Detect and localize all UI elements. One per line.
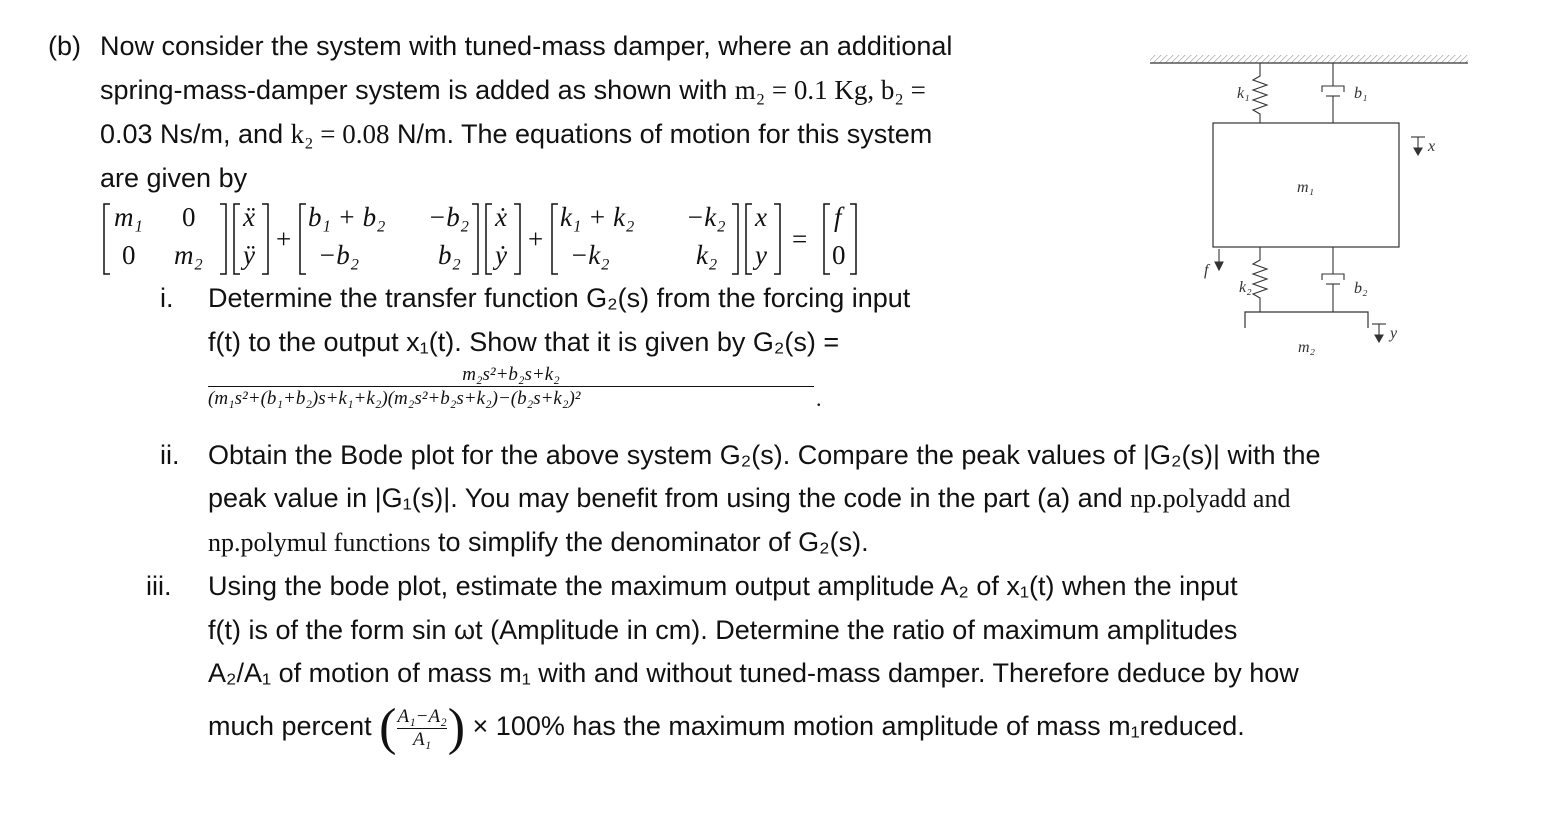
B-11: b₁ + b₂ — [308, 202, 386, 232]
intro-line-3-text-a: 0.03 Ns/m, and — [100, 119, 291, 149]
item-iii-number: iii. — [146, 571, 172, 601]
acc-x: ẍ — [243, 202, 255, 232]
item-i-line-1: Determine the transfer function G₂(s) from the forcing input — [208, 283, 911, 313]
percent-frac-den: A₁ — [412, 728, 432, 750]
item-ii-line-3 — [208, 520, 869, 565]
tf-period: . — [816, 386, 822, 411]
intro-line-3-text-b: N/m. The equations of motion for this system — [389, 119, 933, 149]
tf-numerator: m₂s²+b₂s+k₂ — [462, 364, 560, 385]
item-i-number: i. — [160, 283, 174, 313]
item-ii-line-2-text: peak value in |G₁(s)|. You may benefit from using the code in the part (a) and — [208, 483, 1131, 513]
percent-frac-num: A₁−A₂ — [397, 705, 447, 727]
intro-line-3 — [100, 112, 932, 156]
bracket-left — [824, 204, 830, 274]
part-label: (b) — [48, 31, 81, 61]
pos-y: y — [755, 240, 767, 270]
mass-m2-plate — [1245, 312, 1368, 328]
intro-line-2 — [100, 68, 926, 112]
intro-line-4: are given by — [100, 163, 248, 193]
K-11: k₁ + k₂ — [560, 202, 635, 232]
bracket-left — [552, 204, 558, 274]
force-0: 0 — [832, 240, 846, 270]
label-x: x — [1428, 138, 1436, 155]
item-ii-line-3-text: to simplify the denominator of G₂(s). — [430, 527, 869, 557]
B-22: b₂ — [438, 240, 461, 270]
code-polyadd: np.polyadd and — [1130, 484, 1291, 513]
k2-equation: k₂ = 0.08 — [290, 119, 390, 149]
label-b1: b₁ — [1354, 85, 1368, 102]
force-arrow — [1215, 249, 1223, 270]
K-22: k₂ — [696, 240, 718, 270]
item-iii-line-4 — [208, 699, 1245, 756]
item-iii-line-4-text-a: much percent — [208, 711, 372, 742]
item-iii-line-2: f(t) is of the form sin ωt (Amplitude in cm). Determine the ratio of maximum amplitudes — [208, 615, 1238, 645]
bracket-right — [774, 204, 780, 274]
bracket-right — [732, 204, 738, 274]
spring-k2 — [1253, 247, 1267, 312]
acc-y: ÿ — [243, 240, 255, 270]
bracket-right — [850, 204, 856, 274]
item-iii-line-3: A₂/A₁ of motion of mass m₁ with and without tuned-mass damper. Therefore deduce by how — [208, 658, 1299, 688]
B-21: −b₂ — [318, 240, 360, 270]
bracket-left — [300, 204, 306, 274]
paren-right: ) — [447, 699, 466, 756]
bracket-left — [746, 204, 752, 274]
bracket-left — [234, 204, 240, 274]
bracket-right — [262, 204, 268, 274]
label-y: y — [1390, 325, 1398, 342]
transfer-function-fraction — [208, 364, 814, 411]
x-arrow — [1411, 137, 1425, 155]
plus-sign: + — [528, 224, 544, 254]
M-12: 0 — [182, 202, 196, 232]
vel-x: ẋ — [495, 202, 507, 232]
tuned-mass-damper-diagram — [1140, 40, 1480, 370]
code-polymul: np.polymul functions — [208, 528, 431, 557]
B-12: −b₂ — [428, 202, 470, 232]
equals-sign: = — [792, 224, 808, 254]
bracket-left — [486, 204, 492, 274]
bracket-left — [104, 204, 110, 274]
pos-x: x — [755, 202, 767, 232]
label-k1: k₁ — [1237, 85, 1250, 102]
plus-sign: + — [276, 224, 292, 254]
m2-equation: m₂ = 0.1 Kg, b₂ = — [734, 75, 926, 105]
label-k2: k₂ — [1239, 279, 1252, 296]
matrix-equation — [100, 198, 1060, 280]
y-arrow — [1372, 324, 1386, 342]
item-ii-line-2 — [208, 476, 1290, 521]
item-iii-line-1: Using the bode plot, estimate the maximum output amplitude A₂ of x₁(t) when the input — [208, 571, 1238, 601]
M-21: 0 — [122, 240, 136, 270]
label-b2: b₂ — [1354, 280, 1368, 297]
damper-b2 — [1322, 247, 1344, 312]
damper-b1 — [1322, 63, 1344, 123]
K-12: −k₂ — [686, 202, 726, 232]
intro-line-2-text: spring-mass-damper system is added as shown with — [100, 75, 735, 105]
item-ii-number: ii. — [160, 440, 180, 470]
ceiling-hatch — [1150, 55, 1468, 63]
percent-fraction — [397, 706, 446, 751]
bracket-right — [514, 204, 520, 274]
K-21: −k₂ — [570, 240, 610, 270]
force-f: f — [834, 202, 842, 232]
bracket-right — [220, 204, 226, 274]
M-11: m₁ — [114, 202, 143, 232]
paren-left: ( — [379, 699, 397, 756]
item-iii-line-4-text-b: × 100% has the maximum motion amplitude of mass m₁reduced. — [472, 711, 1245, 742]
spring-k1 — [1253, 63, 1267, 123]
item-ii-line-1: Obtain the Bode plot for the above system G₂(s). Compare the peak values of |G₂(s)| with the — [208, 440, 1321, 470]
intro-line-1: Now consider the system with tuned-mass damper, where an additional — [100, 31, 953, 61]
label-m2: m₂ — [1298, 339, 1316, 356]
label-f: f — [1204, 262, 1209, 279]
vel-y: ẏ — [495, 240, 507, 270]
tf-denominator: (m₁s²+(b₁+b₂)s+k₁+k₂)(m₂s²+b₂s+k₂)−(b₂s+k₂)² — [208, 388, 581, 409]
M-22: m₂ — [174, 240, 203, 270]
label-m1: m₁ — [1297, 179, 1315, 196]
item-i-line-2: f(t) to the output x₁(t). Show that it is given by G₂(s) = — [208, 327, 840, 357]
bracket-right — [472, 204, 478, 274]
